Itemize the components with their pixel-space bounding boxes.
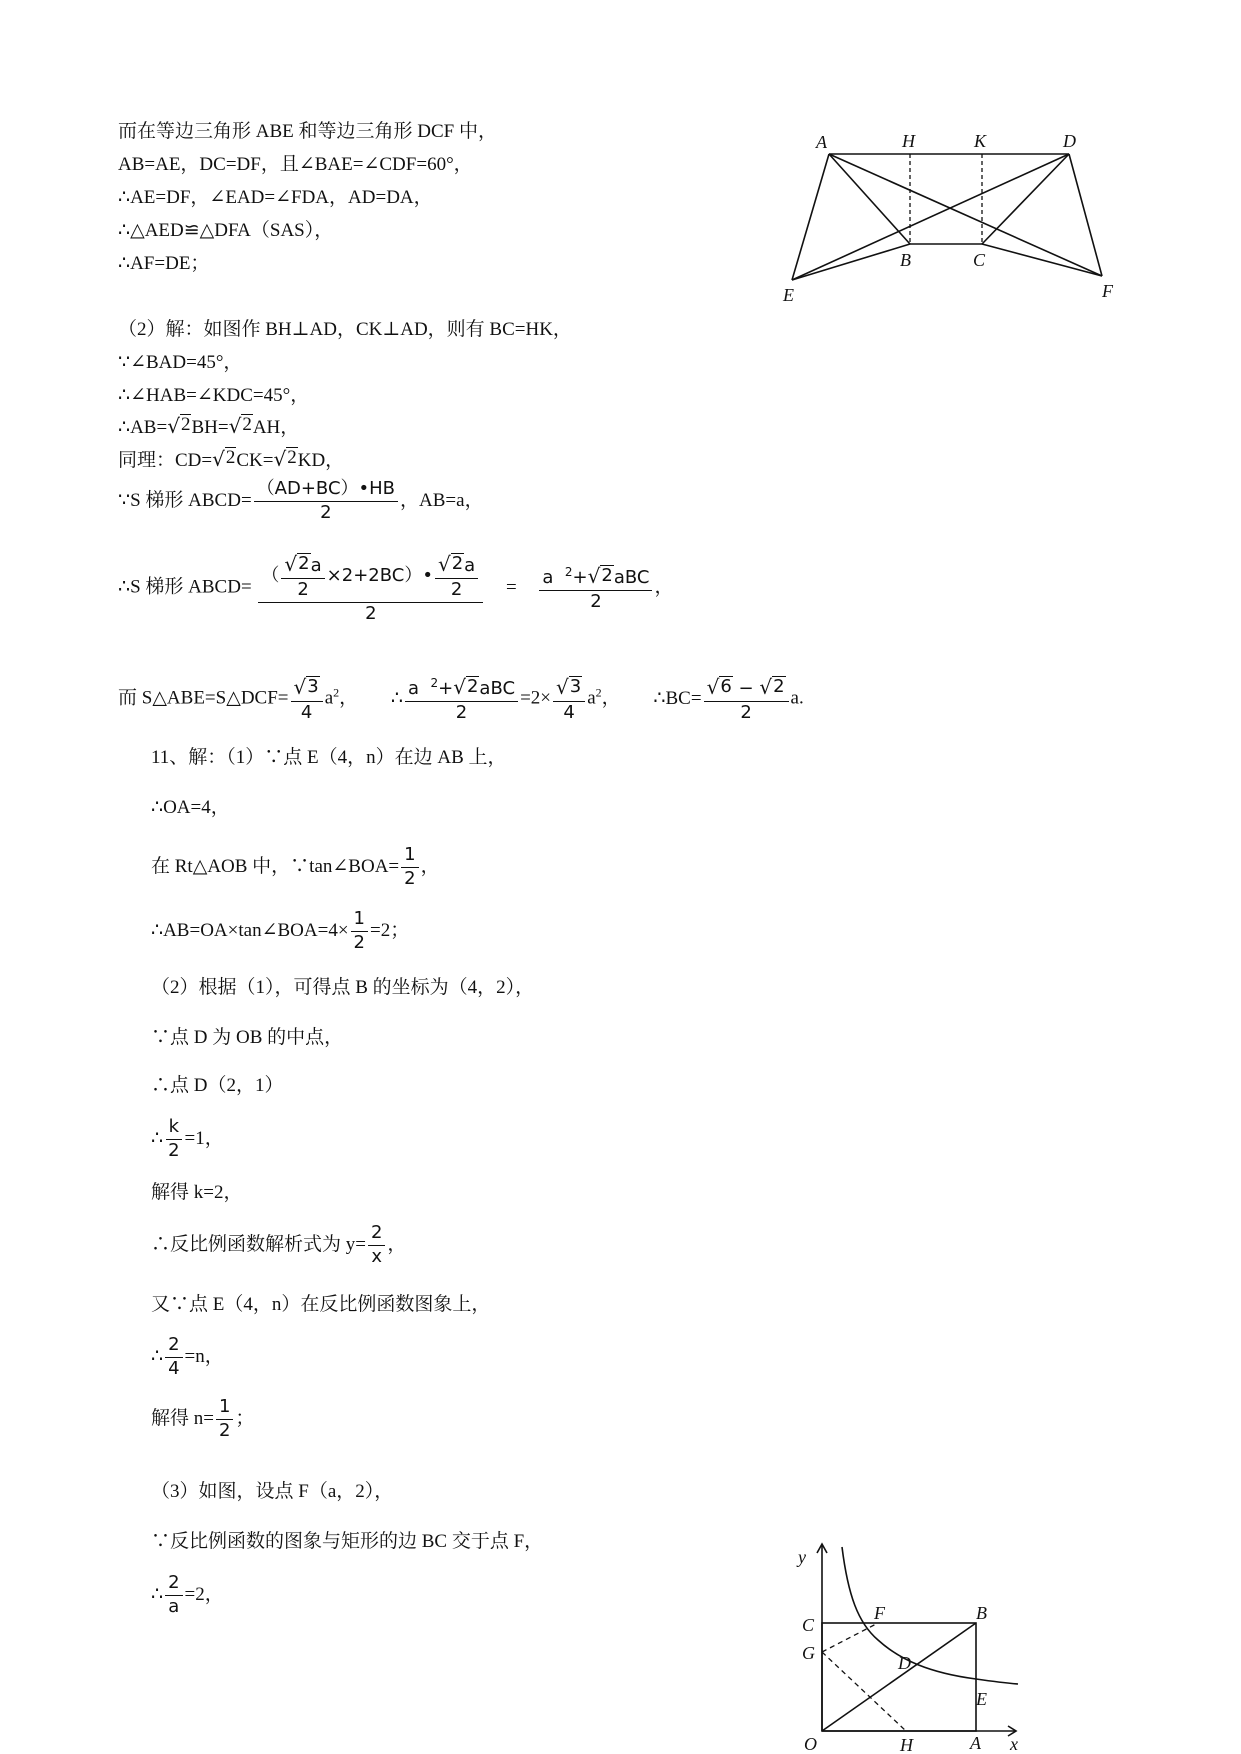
- trapezoid-figure: [780, 125, 1120, 305]
- label-F: F: [874, 1603, 885, 1623]
- label-E: E: [976, 1689, 987, 1709]
- text-line: 又∵点 E（4，n）在反比例函数图象上，: [151, 1294, 491, 1315]
- area-formula-line: ∵S 梯形 ABCD= $\frac{(AD+BC)•HB}{2}$ ，AB=a，: [118, 478, 484, 523]
- equation-line: 在 Rt△AOB 中，∵tan∠BOA= $\frac{1}{2}$ ，: [151, 844, 440, 889]
- text-line: ∵点 D 为 OB 的中点，: [151, 1027, 344, 1048]
- text-line: 11、解：（1）∵点 E（4，n）在边 AB 上，: [151, 747, 507, 768]
- text-line: ∴点 D（2，1）: [151, 1075, 284, 1096]
- text-line: AB=AE，DC=DF，且∠BAE=∠CDF=60°，: [118, 154, 473, 175]
- text-line: ∴△AED≌△DFA（SAS），: [118, 220, 334, 241]
- equation-line: ∴ $\frac{2}{4}$ =n，: [151, 1334, 224, 1379]
- label-H: H: [902, 131, 915, 151]
- big-fraction: （ √ 2 a 2 ×2+2BC）• √ 2 a 2 2: [258, 553, 483, 623]
- axis-label-x: x: [1010, 1734, 1018, 1754]
- bc-solution-line: 而 S△ABE=S△DCF= √ 3 4 $a^2$， ∴ a $^2$+ √ 2 aBC 2 =2× √ 3 4 $a^2$， ∴BC= √ 6 − √ 2 2 a.: [118, 674, 804, 723]
- equation-line: ∴AB=OA×tan∠BOA=4× $\frac{1}{2}$ =2；: [151, 908, 410, 953]
- label-D: D: [1063, 131, 1076, 151]
- text-line: 而在等边三角形 ABE 和等边三角形 DCF 中，: [118, 121, 497, 142]
- label-E: E: [783, 285, 794, 305]
- label-G: G: [802, 1643, 815, 1663]
- text-line: ∴∠HAB=∠KDC=45°，: [118, 385, 310, 406]
- text-line: ∵∠BAD=45°，: [118, 352, 243, 373]
- label-A: A: [816, 132, 827, 152]
- label-D: D: [898, 1653, 911, 1673]
- area-substitution-line: ∴S 梯形 ABCD= （ √ 2 a 2 ×2+2BC）• √ 2 a 2 2 = a $^2$+ √ 2 aBC 2 ，: [118, 551, 674, 624]
- text-line: （3）如图，设点 F（a，2），: [151, 1481, 394, 1502]
- label-C: C: [802, 1615, 815, 1635]
- text-line: ∴OA=4，: [151, 797, 230, 818]
- text-line: （2）解：如图作 BH⊥AD，CK⊥AD，则有 BC=HK，: [118, 319, 572, 340]
- label-O: O: [804, 1734, 817, 1754]
- equation-line: ∴ $\frac{2}{a}$ =2，: [151, 1572, 224, 1617]
- text-line: 解得 k=2，: [151, 1182, 243, 1203]
- equation-line: ∴AB= √ 2 BH= √ 2 AH，: [118, 413, 300, 438]
- label-K: K: [974, 131, 987, 151]
- text-line: （2）根据（1），可得点 B 的坐标为（4，2），: [151, 977, 535, 998]
- equation-line: 同理：CD= √ 2 CK= √ 2 KD，: [118, 446, 345, 471]
- axis-label-y: y: [798, 1547, 806, 1567]
- label-B: B: [900, 250, 911, 270]
- label-F: F: [1102, 281, 1113, 301]
- label-C: C: [973, 250, 986, 270]
- equation-line: 解得 n= $\frac{1}{2}$ ；: [151, 1396, 255, 1441]
- label-A: A: [970, 1733, 981, 1753]
- equation-line: ∴反比例函数解析式为 y= $\frac{2}{x}$ ，: [151, 1222, 407, 1267]
- label-H: H: [900, 1735, 913, 1754]
- text-line: ∴AF=DE；: [118, 253, 210, 274]
- coordinate-figure: [790, 1535, 1050, 1754]
- equation-line: ∴ $\frac{k}{2}$ =1，: [151, 1116, 224, 1161]
- label-B: B: [976, 1603, 987, 1623]
- text-line: ∴AE=DF，∠EAD=∠FDA，AD=DA，: [118, 187, 433, 208]
- text-line: ∵反比例函数的图象与矩形的边 BC 交于点 F，: [151, 1531, 544, 1552]
